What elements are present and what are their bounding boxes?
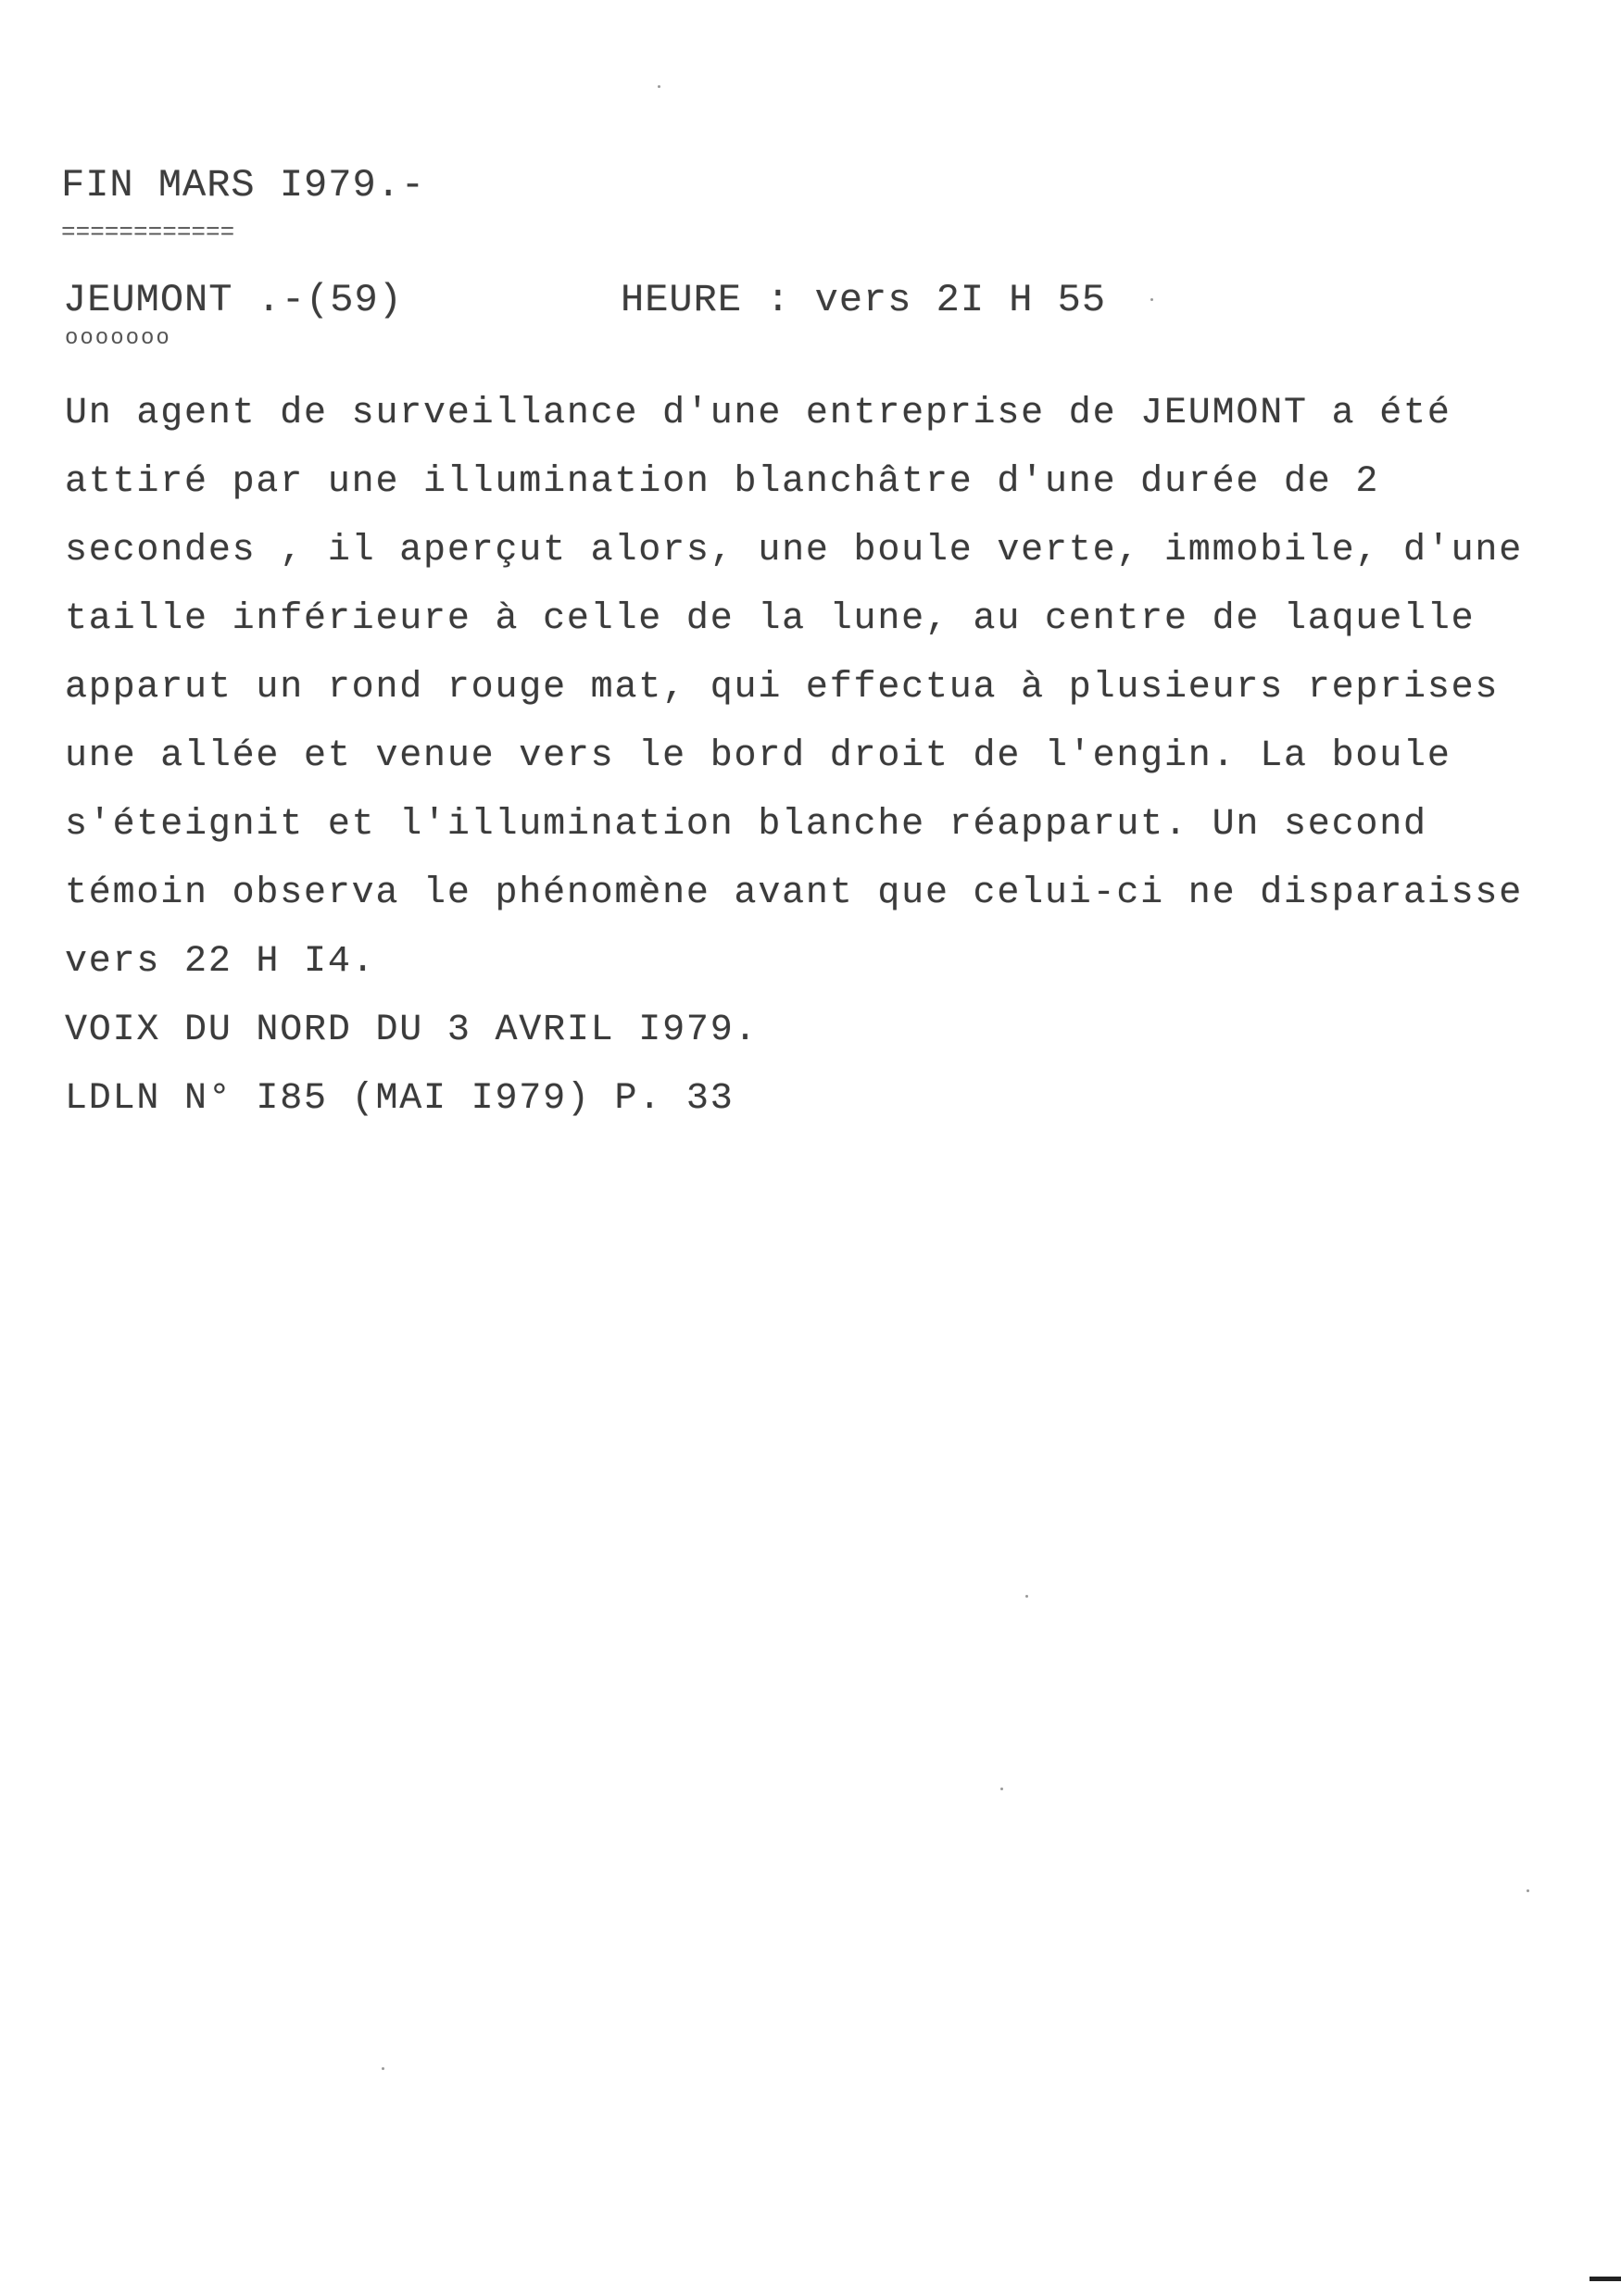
body-line: taille inférieure à celle de la lune, au centre de laquelle	[65, 598, 1476, 640]
body-line: s'éteignit et l'illumination blanche réapparut. Un second	[65, 804, 1427, 846]
report-date-underline: ============	[61, 219, 235, 246]
report-date: FIN MARS I979.-	[61, 163, 426, 207]
report-location-underline: ooooooo	[65, 326, 171, 351]
body-line: une allée et venue vers le bord droit de l'engin. La boule	[65, 735, 1451, 777]
scan-speck	[1000, 1788, 1003, 1790]
body-line: secondes , il aperçut alors, une boule verte, immobile, d'une	[65, 530, 1524, 571]
body-line: vers 22 H I4.	[65, 941, 376, 983]
scan-speck	[1025, 1595, 1028, 1598]
scan-speck	[658, 85, 660, 88]
scan-speck	[1527, 1889, 1529, 1892]
scan-corner-mark	[1590, 2277, 1621, 2281]
source-magazine: LDLN N° I85 (MAI I979) P. 33	[65, 1078, 735, 1120]
source-newspaper: VOIX DU NORD DU 3 AVRIL I979.	[65, 1010, 759, 1051]
scan-speck	[382, 2067, 384, 2070]
report-location: JEUMONT .-(59)	[63, 278, 403, 322]
body-line: attiré par une illumination blanchâtre d'une durée de 2	[65, 461, 1380, 503]
body-line: témoin observa le phénomène avant que celui-ci ne disparaisse	[65, 872, 1524, 914]
report-time: HEURE : vers 2I H 55	[621, 278, 1107, 322]
body-line: apparut un rond rouge mat, qui effectua à plusieurs reprises	[65, 667, 1500, 709]
scan-speck	[1150, 298, 1153, 301]
body-line: Un agent de surveillance d'une entreprise de JEUMONT a été	[65, 393, 1451, 434]
